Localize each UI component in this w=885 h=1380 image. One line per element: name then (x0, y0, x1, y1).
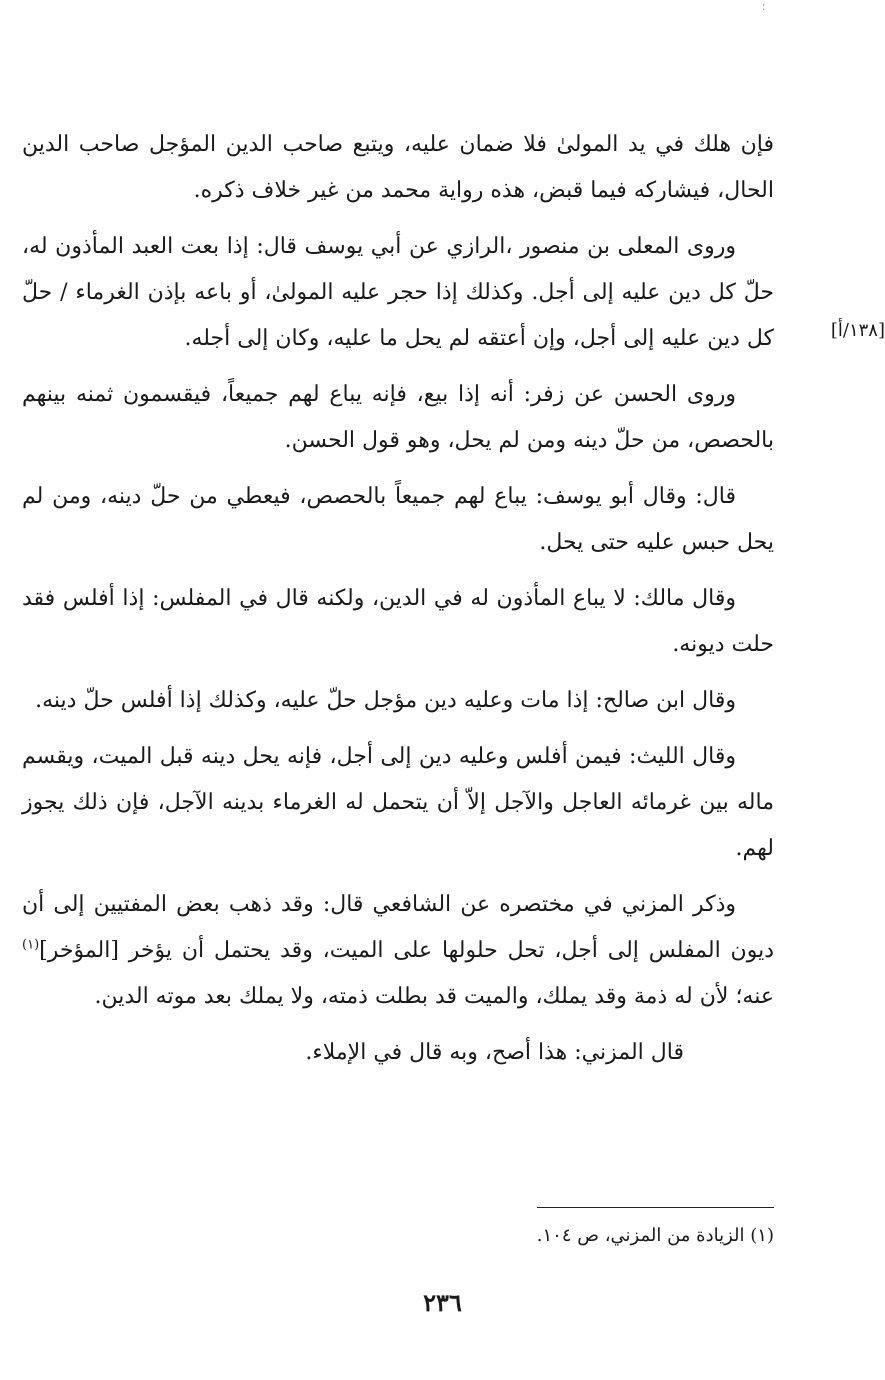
body-text (22, 122, 774, 1086)
margin-folio-reference: [١٣٨/أ] (830, 320, 885, 341)
paragraph-text: وقال مالك: لا يباع المأذون له في الدين، ولكنه قال في المفلس: إذا أفلس فقد حلت ديونه. (22, 586, 774, 657)
paragraph (22, 474, 774, 566)
paragraph-text: وقال الليث: فيمن أفلس وعليه دين إلى أجل، فإنه يحل دينه قبل الميت، ويقسم ماله بين غرمائه العاجل والآجل إلاّ أن يتحمل له الغرماء بدينه الآجل، فإن ذلك يجوز لهم. (22, 744, 774, 861)
footnote-reference: (١) (22, 937, 40, 953)
corner-mark: ؛ (762, 2, 766, 13)
paragraph-text: قال المزني: هذا أصح، وبه قال في الإملاء. (305, 1040, 684, 1065)
paragraph (22, 224, 774, 362)
paragraph-text: فإن هلك في يد المولىٰ فلا ضمان عليه، ويتبع صاحب الدين المؤجل صاحب الدين الحال، فيشاركه فيما قبض، هذه رواية محمد من غير خلاف ذكره. (22, 132, 774, 203)
paragraph-text: وروى المعلى بن منصور ،الرازي عن أبي يوسف قال: إذا بعت العبد المأذون له، حلّ كل دين عليه إلى أجل. وكذلك إذا حجر عليه المولىٰ، أو باعه بإذن الغرماء / حلّ كل دين عليه إلى أجل، وإن أعتقه لم يحل ما عليه، وكان إلى أجله. (22, 234, 774, 351)
footnote-divider (537, 1207, 774, 1208)
paragraph-text: وروى الحسن عن زفر: أنه إذا بيع، فإنه يباع لهم جميعاً، فيقسمون ثمنه بينهم بالحصص، من حلّ دينه ومن لم يحل، وهو قول الحسن. (22, 382, 774, 453)
paragraph-text: عنه؛ لأن له ذمة وقد يملك، والميت قد بطلت ذمته، ولا يملك بعد موته الدين. (94, 984, 774, 1009)
paragraph (22, 576, 774, 668)
paragraph-text: وذكر المزني في مختصره عن الشافعي قال: وقد ذهب بعض المفتيين إلى أن ديون المفلس إلى أجل، تحل حلولها على الميت، وقد يحتمل أن يؤخر [المؤخر] (22, 892, 774, 963)
footnote-text: الزيادة من المزني، ص ١٠٤. (536, 1225, 745, 1246)
paragraph-text: قال: وقال أبو يوسف: يباع لهم جميعاً بالحصص، فيعطي من حلّ دينه، ومن لم يحل حبس عليه حتى يحل. (22, 484, 774, 555)
paragraph (22, 372, 774, 464)
paragraph (22, 678, 774, 724)
footnote (300, 1222, 774, 1250)
paragraph (22, 882, 774, 1020)
paragraph (22, 122, 774, 214)
footnote-marker: (١) (750, 1225, 774, 1246)
page-number: ٢٣٦ (423, 1288, 462, 1317)
paragraph-text: وقال ابن صالح: إذا مات وعليه دين مؤجل حلّ عليه، وكذلك إذا أفلس حلّ دينه. (35, 688, 736, 713)
paragraph (22, 1030, 774, 1076)
paragraph (22, 734, 774, 872)
